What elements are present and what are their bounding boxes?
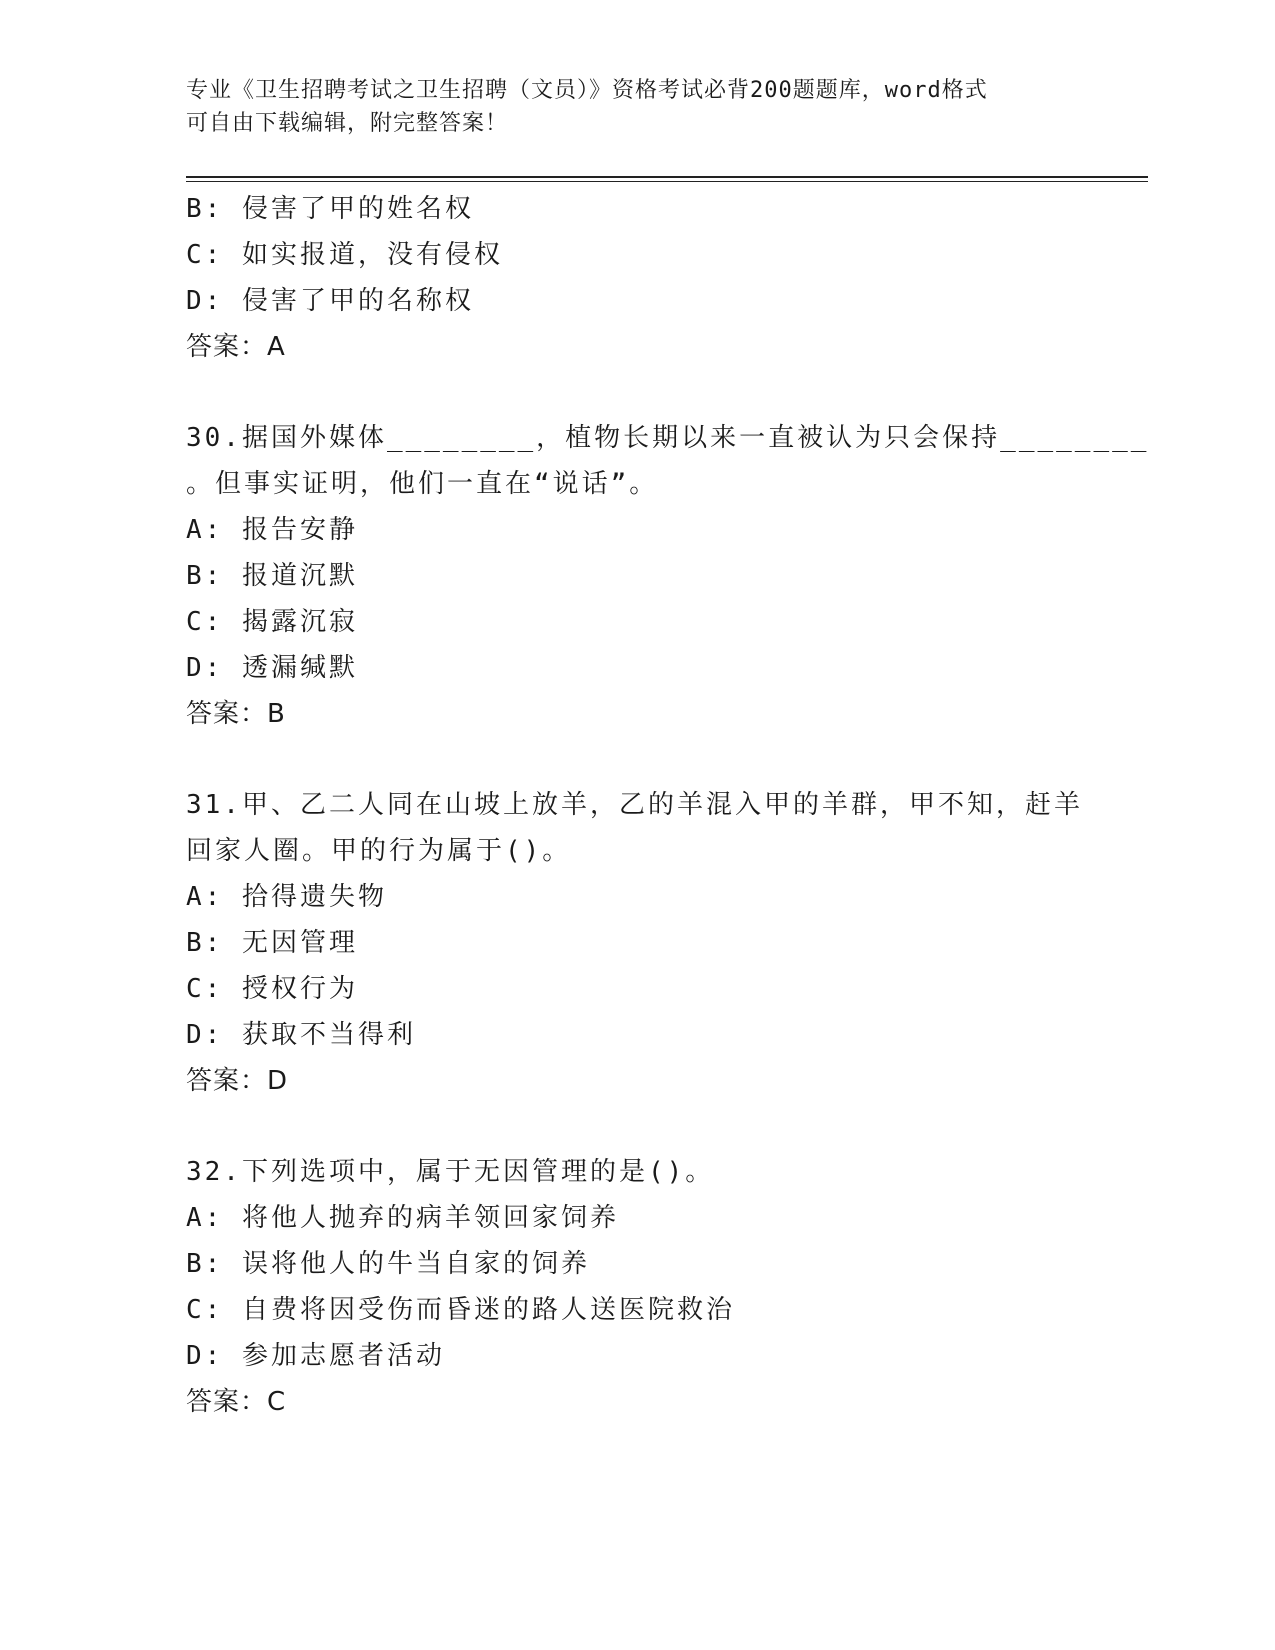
question-stem-continued: 。但事实证明，他们一直在“说话”。 bbox=[186, 469, 659, 499]
option-a: A: 报告安静 bbox=[186, 515, 358, 545]
answer-line: 答案：D bbox=[186, 1066, 289, 1096]
header-line-1: 专业《卫生招聘考试之卫生招聘（文员）》资格考试必背200题题库，word格式 bbox=[186, 78, 988, 103]
spacer bbox=[186, 737, 1086, 782]
question-stem-continued: 回家人圈。甲的行为属于()。 bbox=[186, 836, 572, 866]
question-31 bbox=[186, 782, 1086, 1104]
option-c: C: 揭露沉寂 bbox=[186, 607, 358, 637]
answer-line: 答案：C bbox=[186, 1387, 287, 1417]
option-c: C: 自费将因受伤而昏迷的路人送医院救治 bbox=[186, 1295, 735, 1325]
option-d: D: 透漏缄默 bbox=[186, 653, 358, 683]
answer-line: 答案：A bbox=[186, 332, 286, 362]
option-a: A: 将他人抛弃的病羊领回家饲养 bbox=[186, 1203, 619, 1233]
document-header bbox=[186, 74, 1086, 140]
option-c: C: 授权行为 bbox=[186, 974, 358, 1004]
header-line-2: 可自由下载编辑，附完整答案！ bbox=[186, 111, 509, 136]
question-32 bbox=[186, 1149, 1086, 1425]
option-b: B: 无因管理 bbox=[186, 928, 358, 958]
option-b: B: 侵害了甲的姓名权 bbox=[186, 194, 474, 224]
question-list bbox=[186, 186, 1150, 1425]
question-30 bbox=[186, 415, 1150, 737]
question-29-continued bbox=[186, 186, 1086, 370]
option-a: A: 拾得遗失物 bbox=[186, 882, 387, 912]
question-stem: 31.甲、乙二人同在山坡上放羊，乙的羊混入甲的羊群，甲不知，赶羊 bbox=[186, 790, 1083, 820]
question-stem: 30.据国外媒体________，植物长期以来一直被认为只会保持________ bbox=[186, 423, 1150, 453]
option-c: C: 如实报道，没有侵权 bbox=[186, 240, 503, 270]
option-d: D: 参加志愿者活动 bbox=[186, 1341, 445, 1371]
option-d: D: 侵害了甲的名称权 bbox=[186, 286, 474, 316]
spacer bbox=[186, 1104, 1086, 1149]
question-stem: 32.下列选项中，属于无因管理的是()。 bbox=[186, 1157, 715, 1187]
header-divider-thick bbox=[186, 176, 1148, 178]
answer-line: 答案：B bbox=[186, 699, 286, 729]
header-divider-thin bbox=[186, 181, 1148, 182]
spacer bbox=[186, 370, 1086, 415]
option-b: B: 报道沉默 bbox=[186, 561, 358, 591]
option-b: B: 误将他人的牛当自家的饲养 bbox=[186, 1249, 590, 1279]
option-d: D: 获取不当得利 bbox=[186, 1020, 416, 1050]
